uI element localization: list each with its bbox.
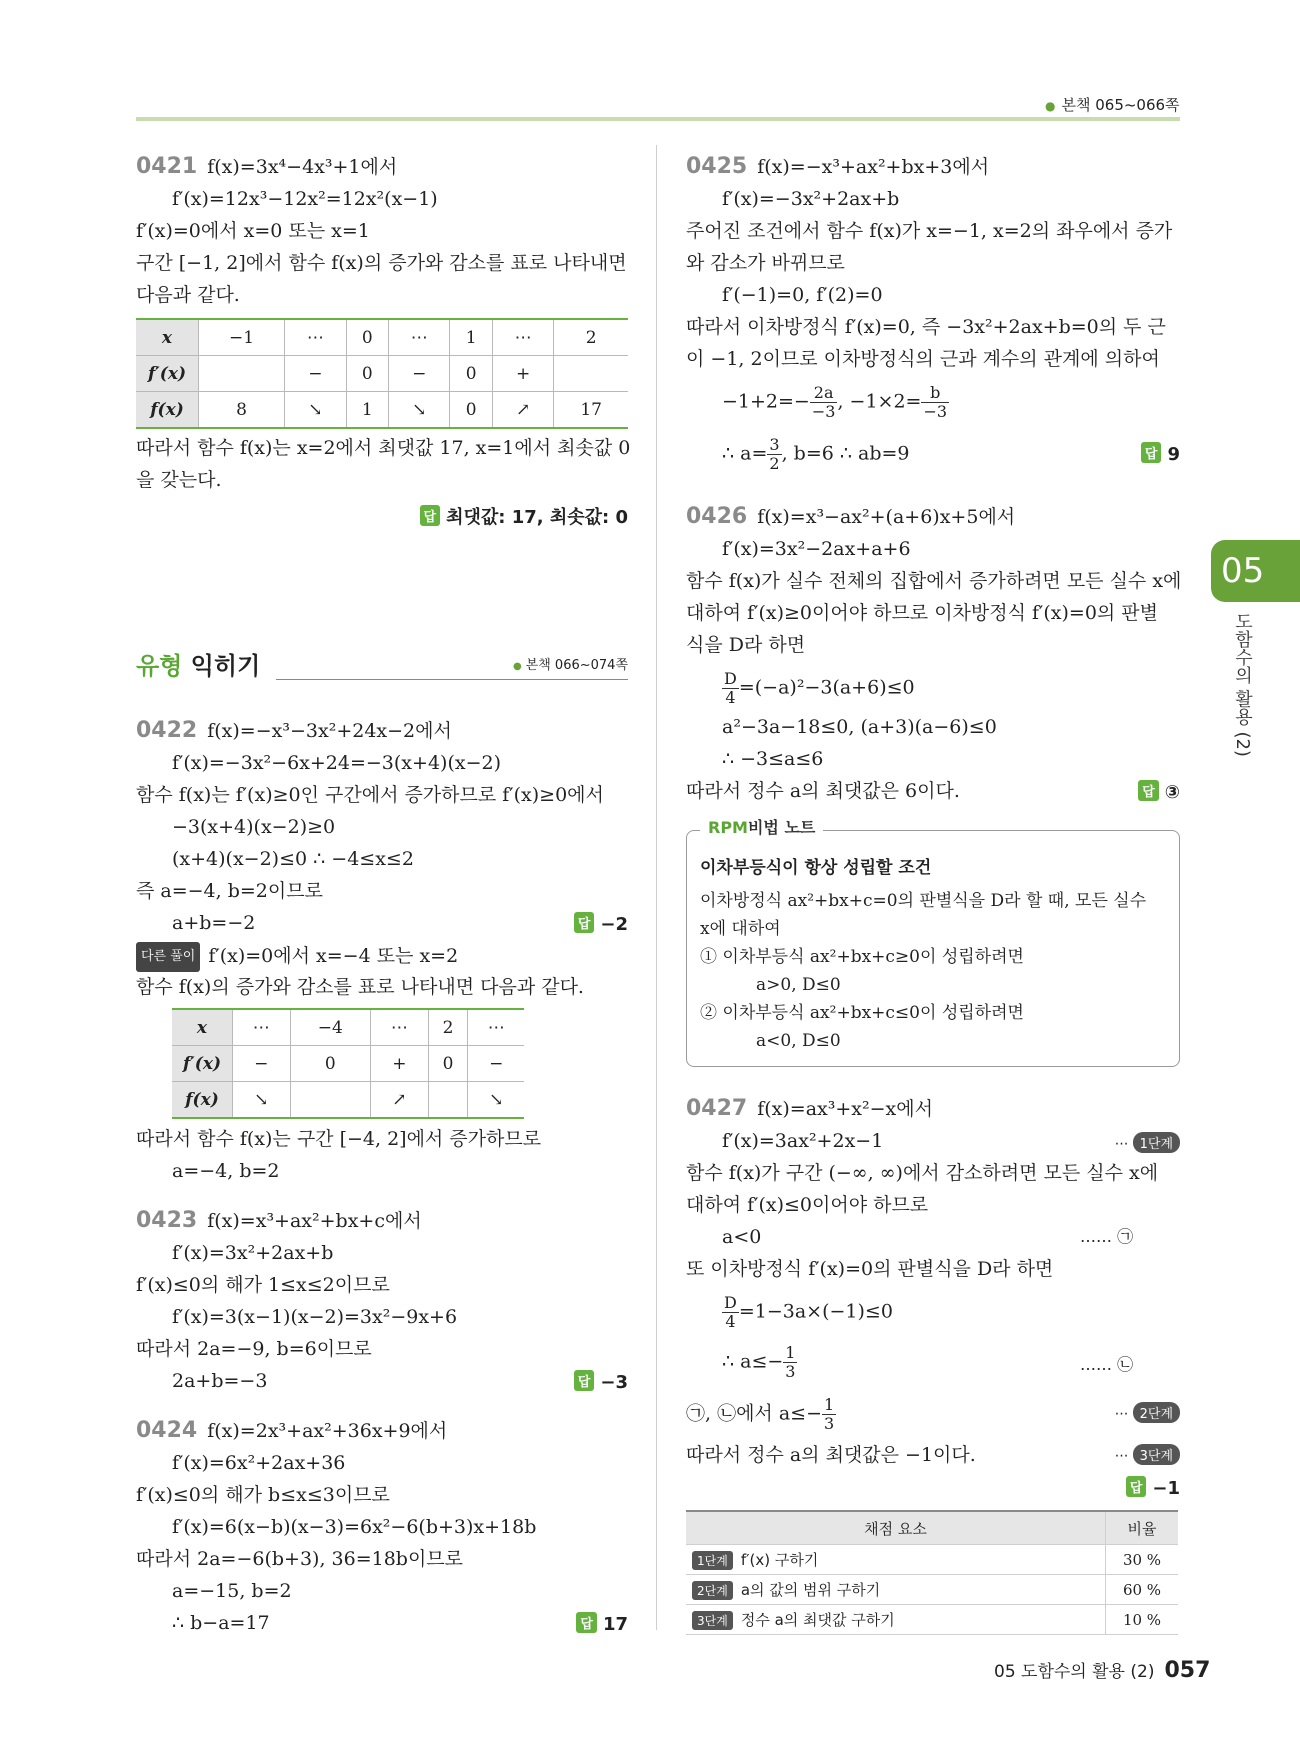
problem-0421-line-6: 따라서 함수 f(x)는 x=2에서 최댓값 17, x=1에서 최솟값 0 [136,437,631,459]
problem-0427-line-3: 함수 f(x)가 구간 (−∞, ∞)에서 감소하려면 모든 실수 x에 [686,1162,1159,1184]
problem-0427-line-5: a<0 [722,1226,762,1248]
problem-0421-line-3: f′(x)=0에서 x=0 또는 x=1 [136,220,370,242]
problem-0421-line-4: 구간 [−1, 2]에서 함수 f(x)의 증가와 감소를 표로 나타내면 [136,252,627,274]
answer-0423: 답 −3 [574,1370,628,1393]
problem-0421-line-1: 0421 f(x)=3x⁴−4x³+1에서 [136,154,398,179]
rpm-note-line-4: a>0, D≤0 [756,975,841,995]
problem-0422-alt-line-4: a=−4, b=2 [172,1160,280,1182]
problem-0422-line-2: f′(x)=−3x²−6x+24=−3(x+4)(x−2) [172,752,501,774]
alt-solution-label: 다른 풀이 [136,942,200,972]
header-rule [136,117,1180,121]
step-marker-3: ⋯ 3단계 [1115,1444,1180,1465]
page-number: 057 [1164,1658,1211,1683]
problem-0424-line-6: a=−15, b=2 [172,1580,292,1602]
answer-0422: 답 −2 [574,912,628,935]
problem-0427-line-2: f′(x)=3ax²+2x−1 [722,1130,884,1152]
problem-0421-line-7: 을 갖는다. [136,469,222,491]
answer-0424: 답 17 [576,1612,628,1635]
problem-0422-alt-line-3: 따라서 함수 f(x)는 구간 [−4, 2]에서 증가하므로 [136,1128,542,1150]
problem-0424-line-1: 0424 f(x)=2x³+ax²+36x+9에서 [136,1418,448,1443]
problem-0425-line-5: f′(−1)=0, f′(2)=0 [722,284,883,306]
problem-0427-line-6: 또 이차방정식 f′(x)=0의 판별식을 D라 하면 [686,1258,1054,1280]
answer-0427: 답 −1 [1126,1476,1180,1499]
problem-0427-equation-2: ∴ a≤− $\frac{1}{3}$ [722,1343,796,1381]
rpm-note-line-3: ① 이차부등식 ax²+bx+c≥0이 성립하려면 [700,947,1024,967]
condition-mark-2: …… ㉡ [1080,1355,1134,1374]
problem-0422-line-7: a+b=−2 [172,912,256,934]
problem-0426-line-7: ∴ −3≤a≤6 [722,748,824,770]
rpm-note-line-5: ② 이차부등식 ax²+bx+c≤0이 성립하려면 [700,1003,1024,1023]
problem-0425-line-1: 0425 f(x)=−x³+ax²+bx+3에서 [686,154,990,179]
problem-0426-line-2: f′(x)=3x²−2ax+a+6 [722,538,911,560]
table-row: 3단계 정수 a의 최댓값 구하기 10 % [686,1605,1178,1635]
page-footer: 05 도함수의 활용 (2) 057 [994,1658,1211,1683]
problem-0423-line-4: f′(x)=3(x−1)(x−2)=3x²−9x+6 [172,1306,458,1328]
problem-0425-line-6: 따라서 이차방정식 f′(x)=0, 즉 −3x²+2ax+b=0의 두 근 [686,316,1166,338]
rpm-note-line-6: a<0, D≤0 [756,1031,841,1051]
chapter-title-vertical: 도함수의 활용 (2) [1232,612,1253,757]
problem-0426-line-4: 대하여 f′(x)≥0이어야 하므로 이차방정식 f′(x)=0의 판별 [686,602,1159,624]
section-title-b: 익히기 [190,652,261,680]
problem-0422-line-5: (x+4)(x−2)≤0 ∴ −4≤x≤2 [172,848,414,870]
problem-0423-line-3: f′(x)≤0의 해가 1≤x≤2이므로 [136,1274,390,1296]
problem-0427-line-7: 따라서 정수 a의 최댓값은 −1이다. [686,1444,976,1466]
problem-0423-line-6: 2a+b=−3 [172,1370,268,1392]
problem-0422-line-3: 함수 f(x)는 f′(x)≥0인 구간에서 증가하므로 f′(x)≥0에서 [136,784,604,806]
problem-0424-line-7: ∴ b−a=17 [172,1612,270,1634]
problem-0426-equation: $\frac{D}{4}$ =(−a)²−3(a+6)≤0 [724,669,915,707]
problem-0427-line-1: 0427 f(x)=ax³+x²−x에서 [686,1096,933,1121]
problem-0424-line-2: f′(x)=6x²+2ax+36 [172,1452,346,1474]
variation-table-0421: x −1 ⋯ 0 ⋯ 1 ⋯ 2 f′(x) − 0 − 0 + f(x) 8 ↘ 1 ↘ 0 ↗ 17 [136,318,628,429]
table-row: 1단계 f′(x) 구하기 30 % [686,1545,1178,1575]
problem-0424-line-3: f′(x)≤0의 해가 b≤x≤3이므로 [136,1484,390,1506]
problem-0427-line-4: 대하여 f′(x)≤0이어야 하므로 [686,1194,929,1216]
rpm-note-line-1: 이차방정식 ax²+bx+c=0의 판별식을 D라 할 때, 모든 실수 [700,891,1147,911]
chapter-tab: 05 [1211,540,1300,602]
step-marker-2: ⋯ 2단계 [1115,1402,1180,1423]
section-title-a: 유형 [136,652,183,680]
problem-0426-line-1: 0426 f(x)=x³−ax²+(a+6)x+5에서 [686,504,1016,529]
rpm-note-label: RPM비법 노트 [700,815,823,838]
problem-0425-equation-2: ∴ a= $\frac{3}{2}$ , b=6 ∴ ab=9 [722,435,910,473]
problem-0422-line-1: 0422 f(x)=−x³−3x²+24x−2에서 [136,718,452,743]
section-title [136,646,628,686]
rpm-note-title: 이차부등식이 항상 성립할 조건 [700,858,932,878]
condition-mark-1: …… ㉠ [1080,1227,1134,1246]
problem-0425-line-4: 와 감소가 바뀌므로 [686,252,845,274]
problem-0423-line-1: 0423 f(x)=x³+ax²+bx+c에서 [136,1208,422,1233]
problem-0423-line-5: 따라서 2a=−9, b=6이므로 [136,1338,372,1360]
section-page-reference: ● 본책 066~074쪽 [512,658,628,673]
problem-0425-line-3: 주어진 조건에서 함수 f(x)가 x=−1, x=2의 좌우에서 증가 [686,220,1173,242]
answer-0426: 답 ③ [1138,780,1180,803]
problem-0426-line-8: 따라서 정수 a의 최댓값은 6이다. [686,780,960,802]
problem-0421-line-2: f′(x)=12x³−12x²=12x²(x−1) [172,188,438,210]
problem-0422-alt-line-1: 다른 풀이 f′(x)=0에서 x=−4 또는 x=2 [136,942,458,972]
problem-0425-equation-1: −1+2=− $\frac{2a}{-3}$ , −1×2= $\frac{b}{-3}$ [722,383,948,421]
rpm-note-line-2: x에 대하여 [700,919,781,939]
problem-0426-line-3: 함수 f(x)가 실수 전체의 집합에서 증가하려면 모든 실수 x에 [686,570,1182,592]
answer-0421: 답 최댓값: 17, 최솟값: 0 [420,503,629,529]
header-page-reference: ● 본책 065~066쪽 [1045,96,1180,114]
problem-0425-line-7: 이 −1, 2이므로 이차방정식의 근과 계수의 관계에 의하여 [686,348,1160,370]
problem-0426-line-6: a²−3a−18≤0, (a+3)(a−6)≤0 [722,716,997,738]
problem-0423-line-2: f′(x)=3x²+2ax+b [172,1242,334,1264]
problem-0422-alt-line-2: 함수 f(x)의 증가와 감소를 표로 나타내면 다음과 같다. [136,976,584,998]
answer-0425: 답 9 [1141,442,1180,465]
problem-0426-line-5: 식을 D라 하면 [686,634,806,656]
problem-0422-line-6: 즉 a=−4, b=2이므로 [136,880,323,902]
score-head-ratio: 비율 [1106,1511,1179,1545]
problem-0427-equation-1: $\frac{D}{4}$ =1−3a×(−1)≤0 [724,1293,893,1331]
problem-0422-line-4: −3(x+4)(x−2)≥0 [172,816,336,838]
step-marker-1: ⋯ 1단계 [1115,1132,1180,1153]
problem-0424-line-5: 따라서 2a=−6(b+3), 36=18b이므로 [136,1548,464,1570]
problem-0424-line-4: f′(x)=6(x−b)(x−3)=6x²−6(b+3)x+18b [172,1516,537,1538]
variation-table-0422: x ⋯ −4 ⋯ 2 ⋯ f′(x) − 0 + 0 − f(x) ↘ ↗ ↘ [172,1008,524,1119]
problem-0425-line-2: f′(x)=−3x²+2ax+b [722,188,900,210]
problem-0427-equation-3: ㉠, ㉡에서 a≤− $\frac{1}{3}$ [686,1395,835,1433]
score-head-item: 채점 요소 [686,1511,1106,1545]
scoring-table [686,1510,1178,1635]
table-row: 2단계 a의 값의 범위 구하기 60 % [686,1575,1178,1605]
column-divider [656,145,657,1630]
problem-0421-line-5: 다음과 같다. [136,284,240,306]
